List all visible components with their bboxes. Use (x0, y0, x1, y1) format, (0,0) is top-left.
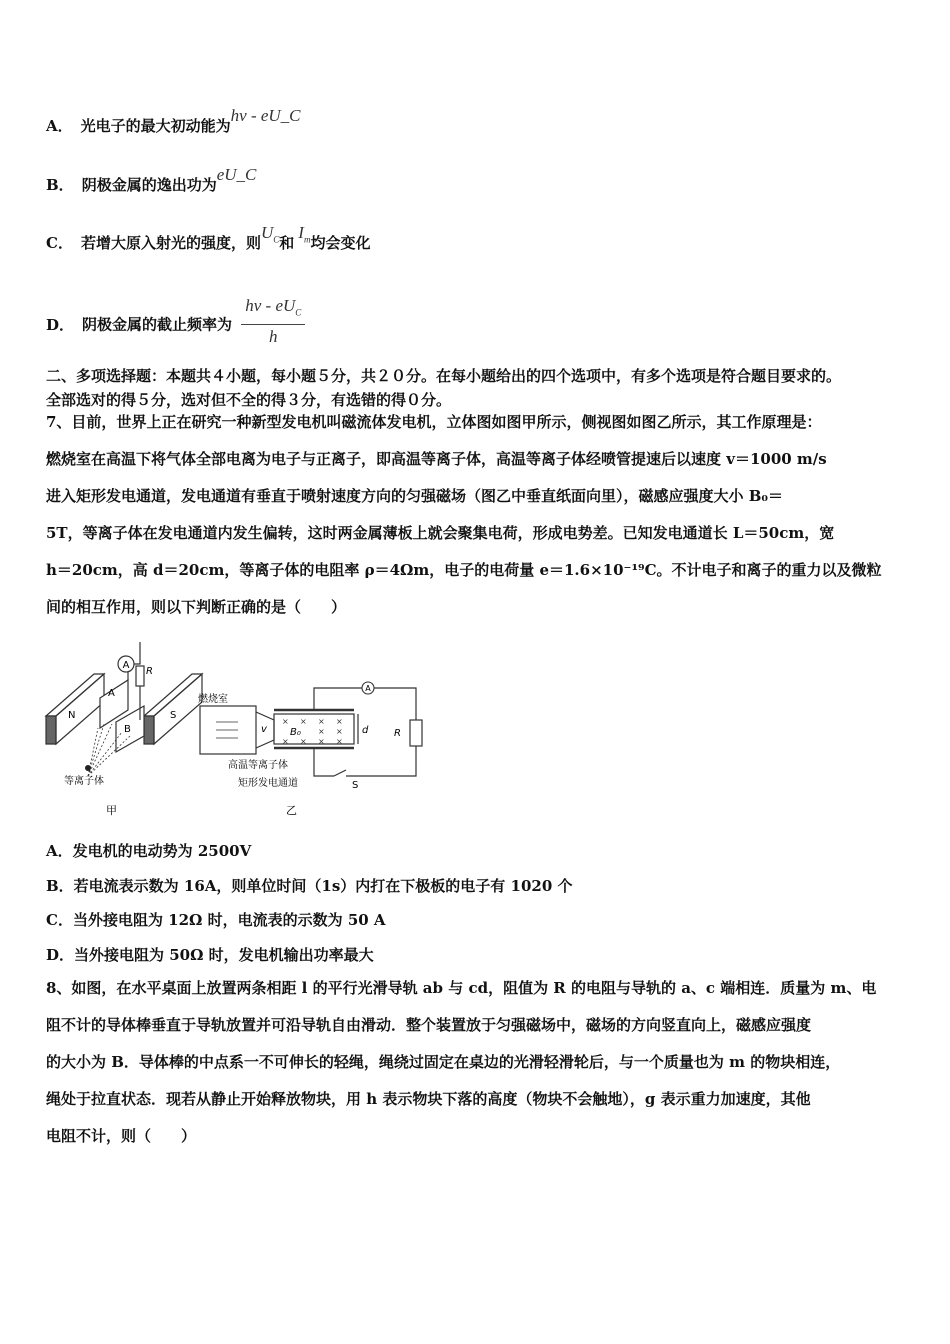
option-c (46, 223, 371, 259)
resistor-left (136, 666, 144, 686)
option-label: A． (46, 117, 73, 135)
question-7-stem (46, 404, 908, 626)
resistor-label: R (146, 666, 153, 677)
plate-a-label: A (108, 688, 115, 699)
chamber-label: 燃烧室 (198, 694, 228, 705)
ammeter-label: A (122, 660, 130, 671)
question-8-stem (46, 970, 908, 1155)
option-text: 阴极金属的逸出功为 (81, 176, 217, 194)
svg-text:×: × (318, 727, 325, 736)
stem-line: 7、目前，世界上正在研究一种新型发电机叫磁流体发电机，立体图如图甲所示，侧视图如图乙所示，其工作原理是： (46, 413, 822, 431)
formula: hν - eU_C (230, 106, 301, 125)
svg-text:×: × (336, 717, 343, 726)
section-heading-line: 全部选对的得５分，选对但不全的得３分，有选错的得０分。 (46, 391, 452, 409)
option-d (46, 296, 305, 351)
svg-text:×: × (318, 717, 325, 726)
stem-line: 5T，等离子体在发电通道内发生偏转，这时两金属薄板上就会聚集电荷，形成电势差。已知发电通道长 L＝50cm，宽 (46, 524, 835, 542)
pole-s-label: S (170, 710, 177, 721)
caption-yi: 乙 (286, 804, 297, 817)
numerator-sub: C (295, 307, 302, 318)
option-text: 阴极金属的截止频率为 (82, 315, 233, 334)
resistor-right-label: R (394, 728, 401, 739)
velocity-label: v (261, 724, 267, 735)
magnet-n-side (46, 716, 56, 744)
symbol-uc: $U_C$ (260, 223, 280, 245)
q7-option-b: B．若电流表示数为 16A，则单位时间（1s）内打在下极板的电子有 1020 个 (46, 876, 573, 895)
switch (334, 770, 346, 776)
stem-line: 电阻不计，则（ ） (46, 1127, 197, 1145)
stem-line: h＝20cm，高 d＝20cm，等离子体的电阻率 ρ＝4Ωm，电子的电荷量 e＝1.6×10⁻¹⁹C。不计电子和离子的重力以及微粒 (46, 561, 882, 579)
section-heading-line: 二、多项选择题：本题共４小题，每小题５分，共２０分。在每小题给出的四个选项中，有多个选项是符合题目要求的。 (46, 367, 842, 385)
option-text: 光电子的最大初动能为 (80, 117, 231, 135)
magnet-s-face (154, 674, 202, 744)
pole-n-label: N (68, 710, 76, 721)
plate-b-label: B (124, 724, 131, 735)
option-a (46, 106, 301, 136)
q7-option-d: D．当外接电阻为 50Ω 时，发电机输出功率最大 (46, 945, 374, 964)
question-7-options (46, 834, 908, 972)
numerator: hν - eU (245, 296, 296, 315)
plasma-right-label: 高温等离子体 (228, 760, 288, 771)
plasma-label: 等离子体 (64, 776, 104, 787)
channel-label: 矩形发电通道 (238, 778, 298, 789)
option-b (46, 165, 257, 195)
caption-jia: 甲 (106, 804, 117, 817)
symbol-im: $I_m$ (298, 223, 311, 245)
field-label: B₀ (290, 727, 301, 738)
denominator: h (269, 327, 278, 347)
option-text: 若增大原入射光的强度，则 (80, 234, 261, 252)
magnet-s-side (144, 716, 154, 744)
stem-line: 进入矩形发电通道，发电通道有垂直于喷射速度方向的匀强磁场（图乙中垂直纸面向里），磁感应强度大小 B₀＝ (46, 487, 783, 505)
option-label: D． (46, 315, 75, 334)
height-label: d (362, 725, 369, 736)
stem-line: 阻不计的导体棒垂直于导轨放置并可沿导轨自由滑动．整个装置放于匀强磁场中，磁场的方向竖直向上，磁感应强度 (46, 1016, 812, 1034)
stem-line: 绳处于拉直状态．现若从静止开始释放物块，用 h 表示物块下落的高度（物块不会触地），g 表示重力加速度，其他 (46, 1090, 811, 1108)
stem-line: 燃烧室在高温下将气体全部电离为电子与正离子，即高温等离子体，高温等离子体经喷管提速后以速度 v＝1000 m/s (46, 450, 827, 468)
svg-text:×: × (336, 737, 343, 746)
option-label: B． (46, 176, 74, 194)
svg-text:×: × (282, 737, 289, 746)
svg-text:×: × (300, 717, 307, 726)
and-text: 和 (279, 234, 295, 252)
svg-text:×: × (318, 737, 325, 746)
option-text-after: 均会变化 (310, 234, 371, 252)
q7-option-a: A．发电机的电动势为 2500V (46, 842, 252, 860)
formula: eU_C (216, 165, 257, 184)
stem-line: 的大小为 B．导体棒的中点系一不可伸长的轻绳，绳绕过固定在桌边的光滑轻滑轮后，与一个质量也为 m 的物块相连， (46, 1053, 841, 1071)
svg-text:×: × (336, 727, 343, 736)
mhd-generator-figure (42, 636, 432, 826)
stem-line: 8、如图，在水平桌面上放置两条相距 l 的平行光滑导轨 ab 与 cd，阻值为 R 的电阻与导轨的 a、c 端相连．质量为 m、电 (46, 979, 877, 997)
return-wire (314, 748, 334, 776)
svg-text:×: × (300, 737, 307, 746)
stem-line: 间的相互作用，则以下判断正确的是（ ） (46, 598, 347, 616)
q7-option-c: C．当外接电阻为 12Ω 时，电流表的示数为 50 A (46, 911, 386, 929)
option-label: C． (46, 234, 73, 252)
svg-text:×: × (282, 717, 289, 726)
switch-label: S (352, 780, 359, 791)
magnet-n-face (56, 674, 104, 744)
plasma-source (85, 765, 91, 771)
fraction-formula (241, 296, 305, 347)
ammeter-right-label: A (365, 684, 371, 693)
resistor-right (410, 720, 422, 746)
